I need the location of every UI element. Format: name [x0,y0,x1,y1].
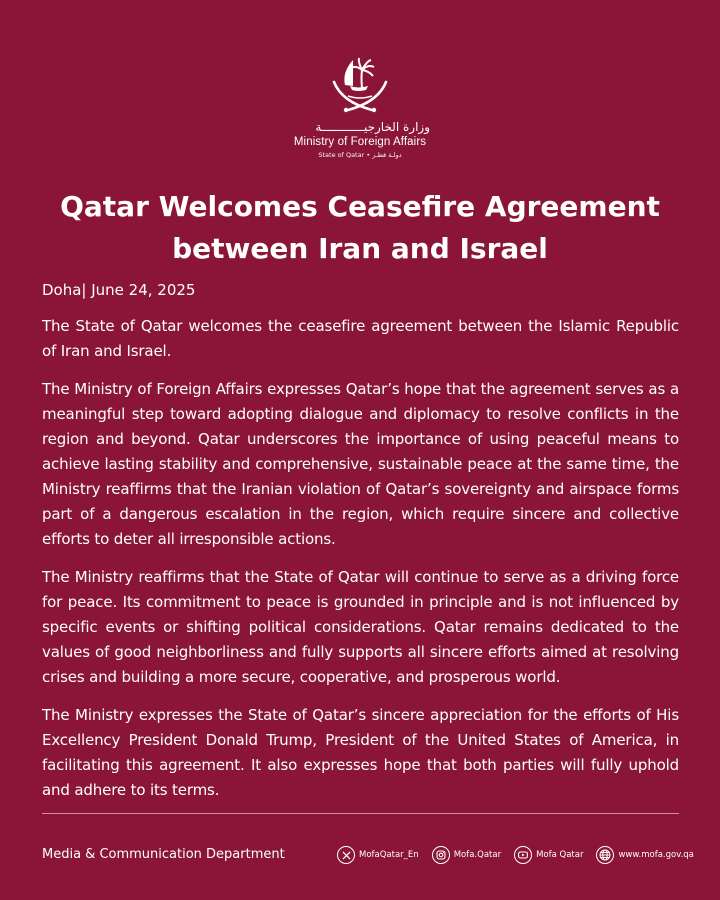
page-title [40,186,680,270]
social-label-website: www.mofa.gov.qa [618,850,694,860]
ministry-subtitle: State of Qatar • دولـة قطـر [318,151,402,159]
title-line-2: between Iran and Israel [172,232,548,265]
globe-icon [596,846,614,864]
qatar-emblem-icon [328,52,392,116]
ministry-name: Ministry of Foreign Affairs [293,136,427,148]
ministry-logo [0,52,720,159]
instagram-icon [432,846,450,864]
dateline: Doha| June 24, 2025 [42,281,196,299]
department-name: Media & Communication Department [42,847,285,862]
social-link-x[interactable] [337,846,419,864]
paragraph-2: The Ministry of Foreign Affairs expresses Qatar’s hope that the agreement serves as a meaningful step toward adopting dialogue and diplomacy to resolve conflicts in the region and beyond. Qatar underscores the importance of using peaceful means to achieve lasting stability and comprehensive, sustainable peace at the same time, the Ministry reaffirms that the Iranian violation of Qatar’s sovereignty and airspace forms part of a dangerous escalation in the region, which require sincere and collective efforts to deter all irresponsible actions. [42,380,679,548]
youtube-icon [514,846,532,864]
social-label-instagram: Mofa.Qatar [453,850,502,860]
x-icon [337,846,355,864]
paragraph-4: The Ministry expresses the State of Qatar’s sincere appreciation for the efforts of His Excellency President Donald Trump, President of the United States of America, in facilitating this agreement. It also expresses hope that both parties will fully uphold and adhere to its terms. [42,706,679,799]
ministry-name-arabic: وزارة الخارجيــــــــــــة [315,120,430,134]
social-links [337,845,694,865]
statement-body [42,314,679,816]
social-link-website[interactable] [596,846,693,864]
paragraph-1: The State of Qatar welcomes the ceasefire agreement between the Islamic Republic of Iran and Israel. [42,317,679,360]
social-label-x: MofaQatar_En [359,850,419,860]
social-link-youtube[interactable] [514,846,583,864]
social-label-youtube: Mofa Qatar [536,850,584,860]
paragraph-3: The Ministry reaffirms that the State of Qatar will continue to serve as a driving force for peace. Its commitment to peace is grounded in principle and is not influenced by specific events or shifting political considerations. Qatar remains dedicated to the values of good neighborliness and fully supports all sincere efforts aimed at resolving crises and building a more secure, cooperative, and prosperous world. [42,568,679,686]
title-line-1: Qatar Welcomes Ceasefire Agreement [60,190,660,223]
social-link-instagram[interactable] [432,846,501,864]
footer-divider [42,813,679,814]
